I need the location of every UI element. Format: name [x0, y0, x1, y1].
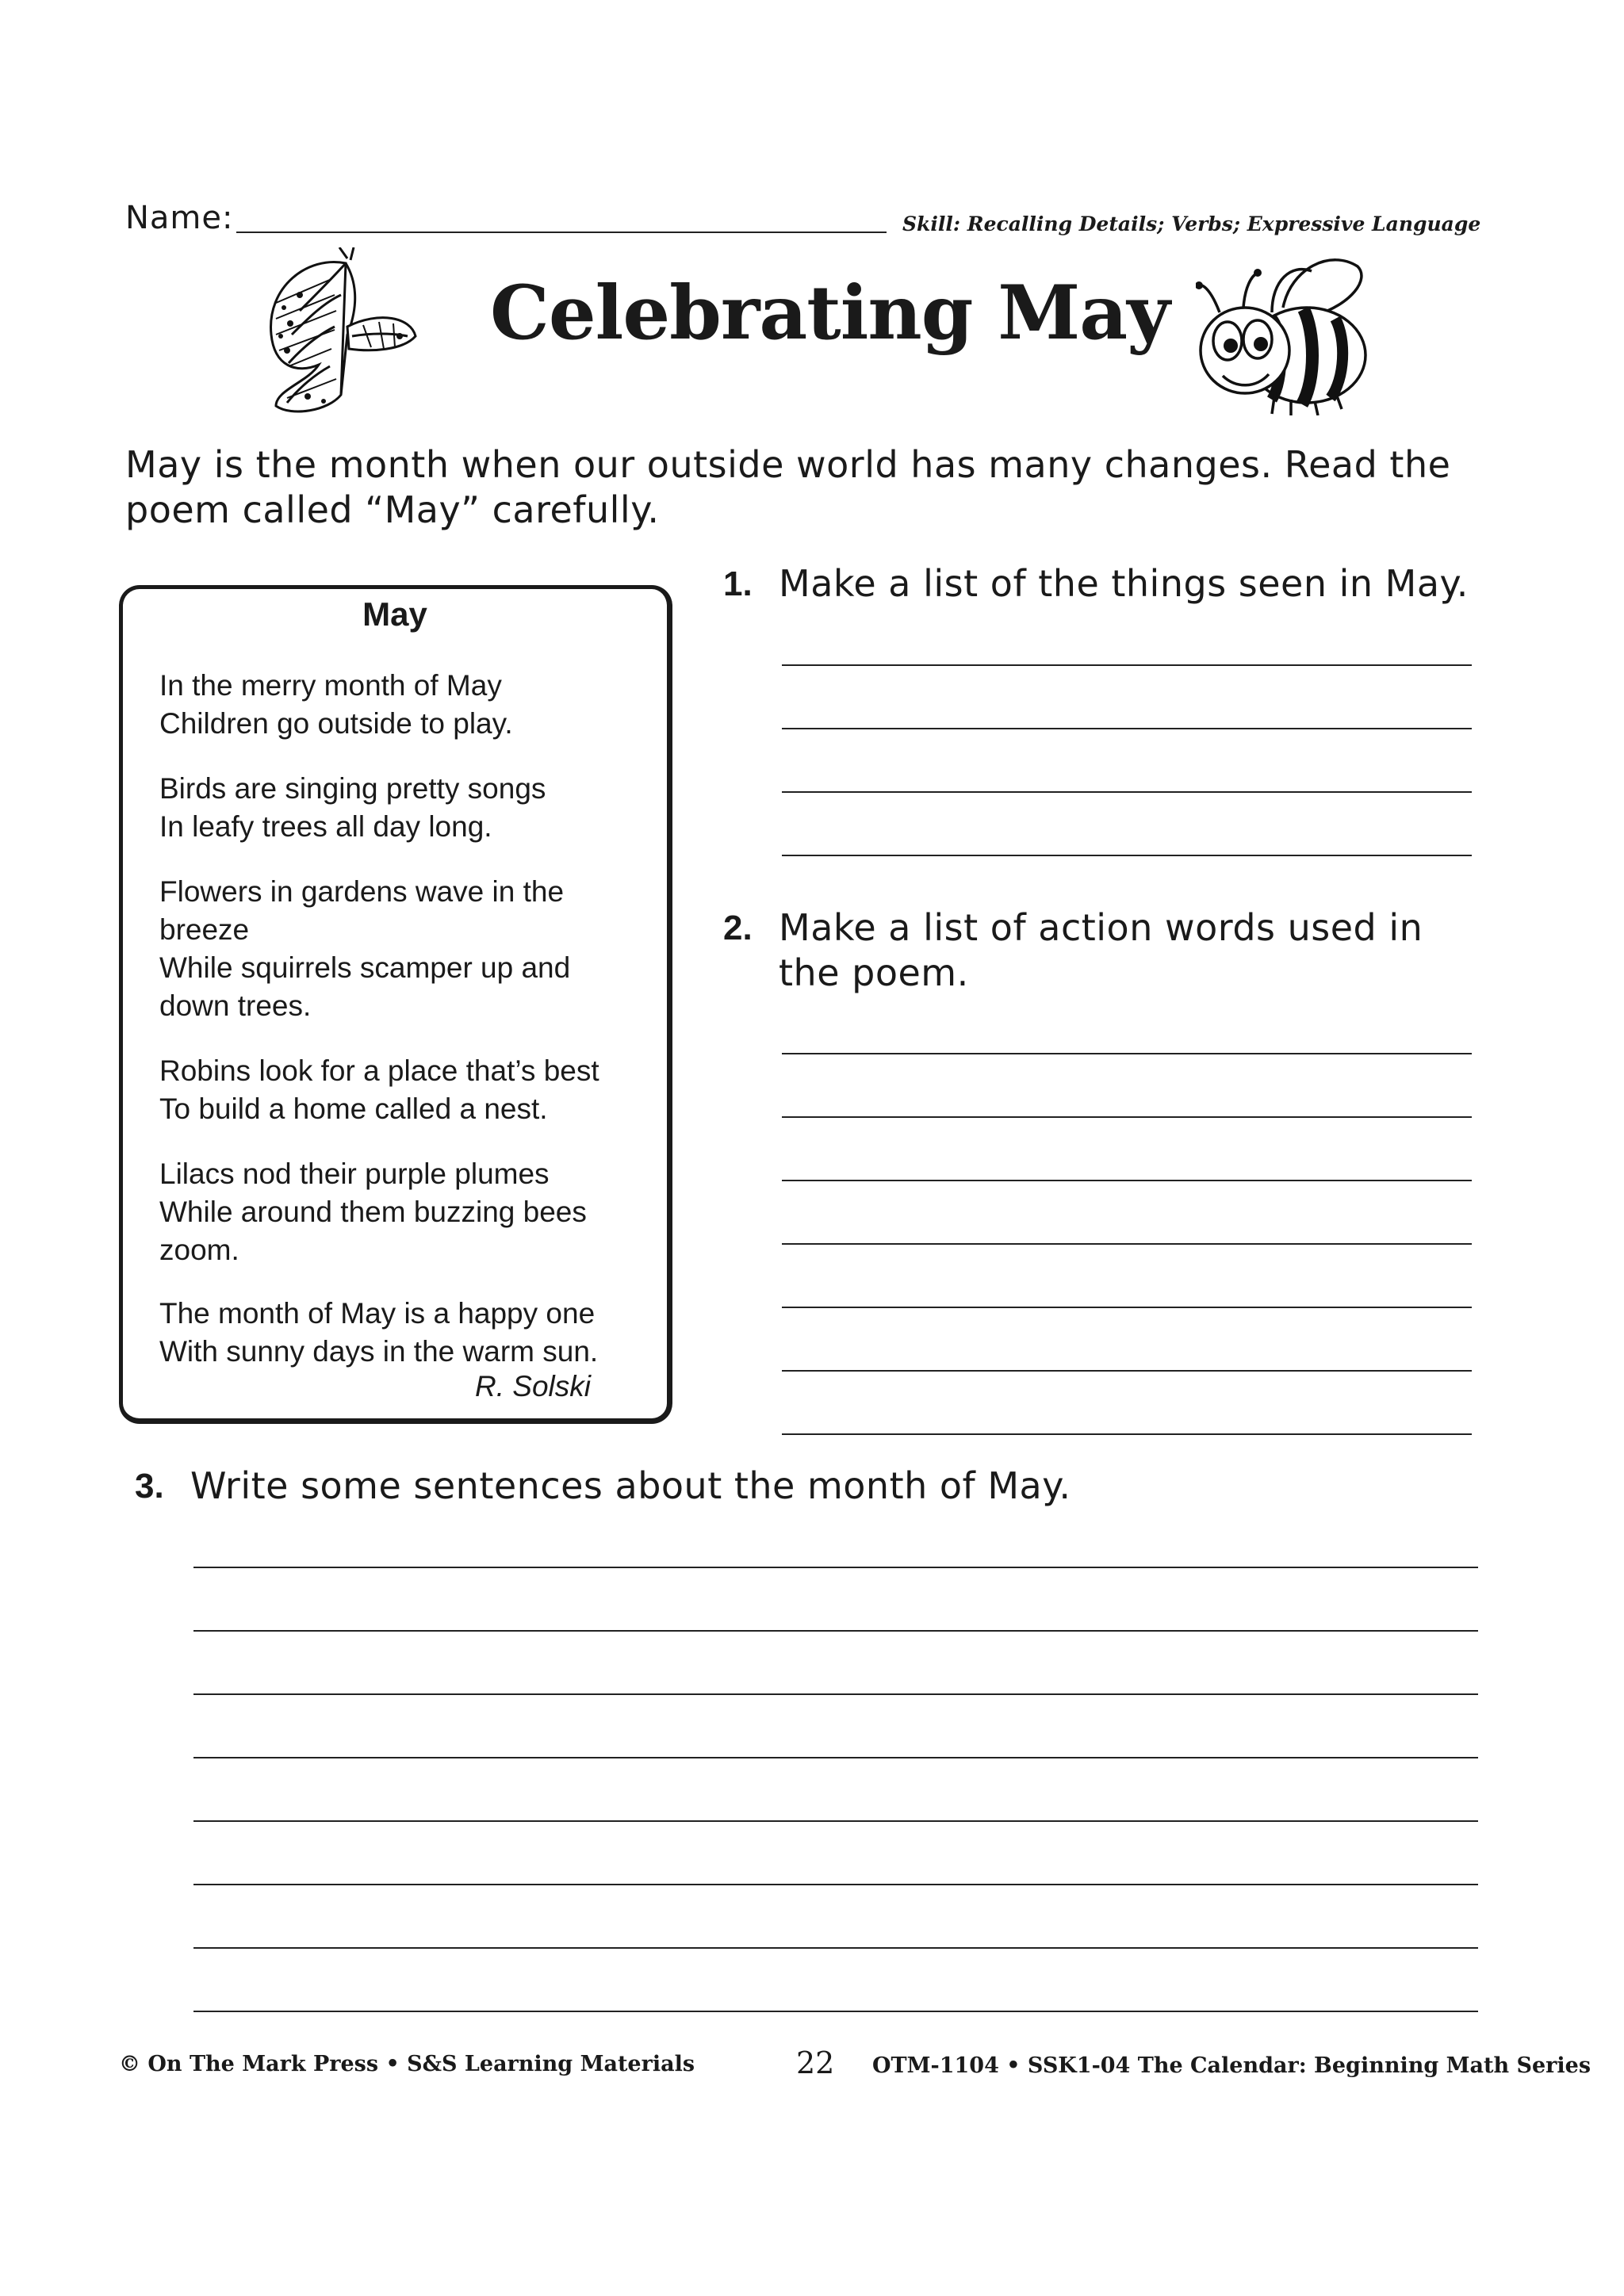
poem-line: breeze [159, 913, 250, 946]
answer-line[interactable] [193, 1757, 1478, 1758]
answer-line[interactable] [782, 855, 1472, 856]
poem-stanza [159, 667, 651, 743]
intro-text: May is the month when our outside world has many changes. Read the poem called “May” carefully. [125, 443, 1451, 531]
answer-line[interactable] [193, 1947, 1478, 1949]
bee-icon [1196, 252, 1372, 415]
poem-box [119, 585, 672, 1424]
poem-line: Flowers in gardens wave in the [159, 875, 565, 908]
poem-line: Lilacs nod their purple plumes [159, 1158, 550, 1190]
question-1-number: 1. [723, 564, 753, 603]
name-label: Name: [125, 200, 234, 236]
poem-line: zoom. [159, 1234, 239, 1266]
poem-stanza [159, 873, 651, 1025]
answer-line[interactable] [782, 1307, 1472, 1308]
page-title: Celebrating May [490, 270, 1170, 357]
answer-line[interactable] [193, 1884, 1478, 1885]
answer-line[interactable] [782, 664, 1472, 666]
poem-line: Children go outside to play. [159, 707, 513, 740]
poem-line: With sunny days in the warm sun. [159, 1335, 599, 1368]
poem-line: While around them buzzing bees [159, 1196, 587, 1228]
answer-line[interactable] [782, 791, 1472, 793]
answer-line[interactable] [782, 1116, 1472, 1118]
poem-line: The month of May is a happy one [159, 1297, 596, 1330]
page-number: 22 [796, 2045, 835, 2080]
answer-line[interactable] [782, 1433, 1472, 1435]
footer-copyright: © On The Mark Press • S&S Learning Materials [119, 2052, 695, 2076]
poem-title: May [362, 595, 427, 633]
poem-stanza [159, 770, 651, 846]
answer-line[interactable] [782, 1243, 1472, 1245]
answer-line[interactable] [193, 1693, 1478, 1695]
poem-stanza [159, 1155, 651, 1269]
answer-line[interactable] [193, 1820, 1478, 1822]
answer-line[interactable] [193, 1567, 1478, 1568]
butterfly-icon [252, 247, 427, 420]
answer-line[interactable] [193, 1630, 1478, 1632]
poem-line: In leafy trees all day long. [159, 810, 492, 843]
poem-line: Birds are singing pretty songs [159, 772, 546, 805]
answer-line[interactable] [782, 728, 1472, 729]
poem-line: To build a home called a nest. [159, 1093, 548, 1125]
poem-stanza [159, 1052, 651, 1128]
question-3-text: Write some sentences about the month of May. [190, 1464, 1071, 1507]
answer-line[interactable] [782, 1180, 1472, 1181]
answer-line[interactable] [782, 1370, 1472, 1372]
poem-stanza [159, 1295, 651, 1371]
question-2-number: 2. [723, 909, 753, 947]
poem-line: While squirrels scamper up and [159, 951, 571, 984]
question-1-text: Make a list of the things seen in May. [779, 562, 1469, 605]
answer-line[interactable] [782, 1053, 1472, 1054]
footer-series: OTM-1104 • SSK1-04 The Calendar: Beginning Math Series [872, 2053, 1591, 2078]
name-field[interactable] [236, 232, 887, 233]
poem-line: In the merry month of May [159, 669, 502, 702]
poem-author: R. Solski [475, 1370, 591, 1402]
question-3-number: 3. [135, 1467, 164, 1506]
answer-line[interactable] [193, 2011, 1478, 2012]
skill-text: Skill: Recalling Details; Verbs; Expressive Language [902, 212, 1481, 235]
poem-line: Robins look for a place that’s best [159, 1054, 599, 1087]
poem-line: down trees. [159, 989, 312, 1022]
question-2-text: Make a list of action words used in the poem. [779, 906, 1423, 994]
